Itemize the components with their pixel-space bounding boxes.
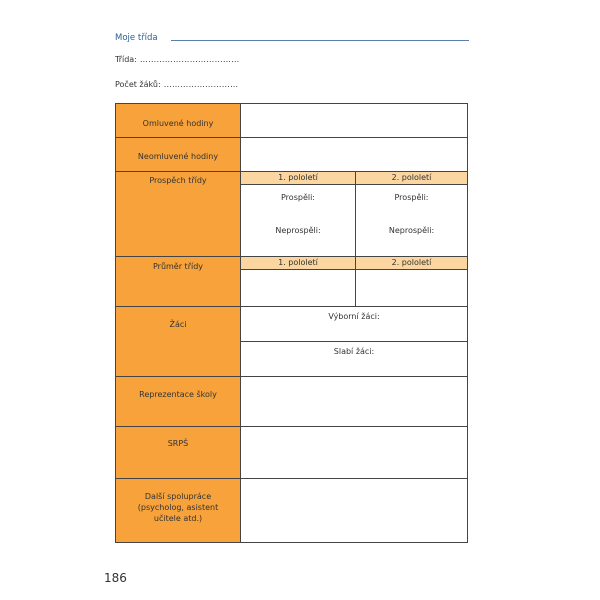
page-number: 186 [104, 571, 127, 585]
label-class-average: Průměr třídy [152, 262, 204, 271]
class-field [115, 55, 240, 64]
label-other-cooperation-line: (psycholog, asistent [137, 503, 219, 512]
average-semester-2-header: 2. pololetí [391, 258, 432, 267]
label-other-cooperation-line: učitele atd.) [153, 514, 203, 523]
semester-1-passed-label: Prospěli: [281, 193, 315, 202]
class-label: Třída: [115, 55, 137, 64]
class-blank[interactable]: ……………………………… [139, 55, 240, 64]
row-divider [116, 376, 467, 377]
students-sub-divider [240, 341, 467, 342]
label-other-cooperation [116, 491, 240, 524]
class-record-table [115, 103, 468, 543]
row-divider [116, 426, 467, 427]
progress-semester-2-header: 2. pololetí [391, 173, 432, 182]
progress-semester-1-header: 1. pololetí [278, 173, 318, 182]
pupil-count-label: Počet žáků: [115, 80, 161, 89]
label-unexcused-hours: Neomluvené hodiny [137, 152, 219, 161]
page-title: Moje třída [115, 33, 158, 43]
semester-1-failed-label: Neprospěli: [275, 226, 321, 235]
row-divider [116, 137, 467, 138]
semester-2-failed-label: Neprospěli: [388, 226, 435, 235]
row-divider [116, 478, 467, 479]
label-other-cooperation-line: Další spolupráce [144, 492, 212, 501]
excellent-students-label: Výborní žáci: [328, 312, 380, 321]
label-excused-hours: Omluvené hodiny [142, 119, 214, 128]
label-srps: SRPŠ [167, 439, 189, 448]
label-class-progress: Prospěch třídy [149, 176, 207, 185]
title-underline [171, 40, 469, 41]
average-semester-1-header: 1. pololetí [278, 258, 318, 267]
pupil-count-field [115, 80, 238, 89]
label-school-representation: Reprezentace školy [139, 390, 217, 399]
pupil-count-blank[interactable]: ……………………… [163, 80, 239, 89]
semester-2-passed-label: Prospěli: [394, 193, 429, 202]
weak-students-label: Slabí žáci: [333, 347, 375, 356]
label-students: Žáci [169, 320, 187, 329]
row-divider [116, 306, 467, 307]
